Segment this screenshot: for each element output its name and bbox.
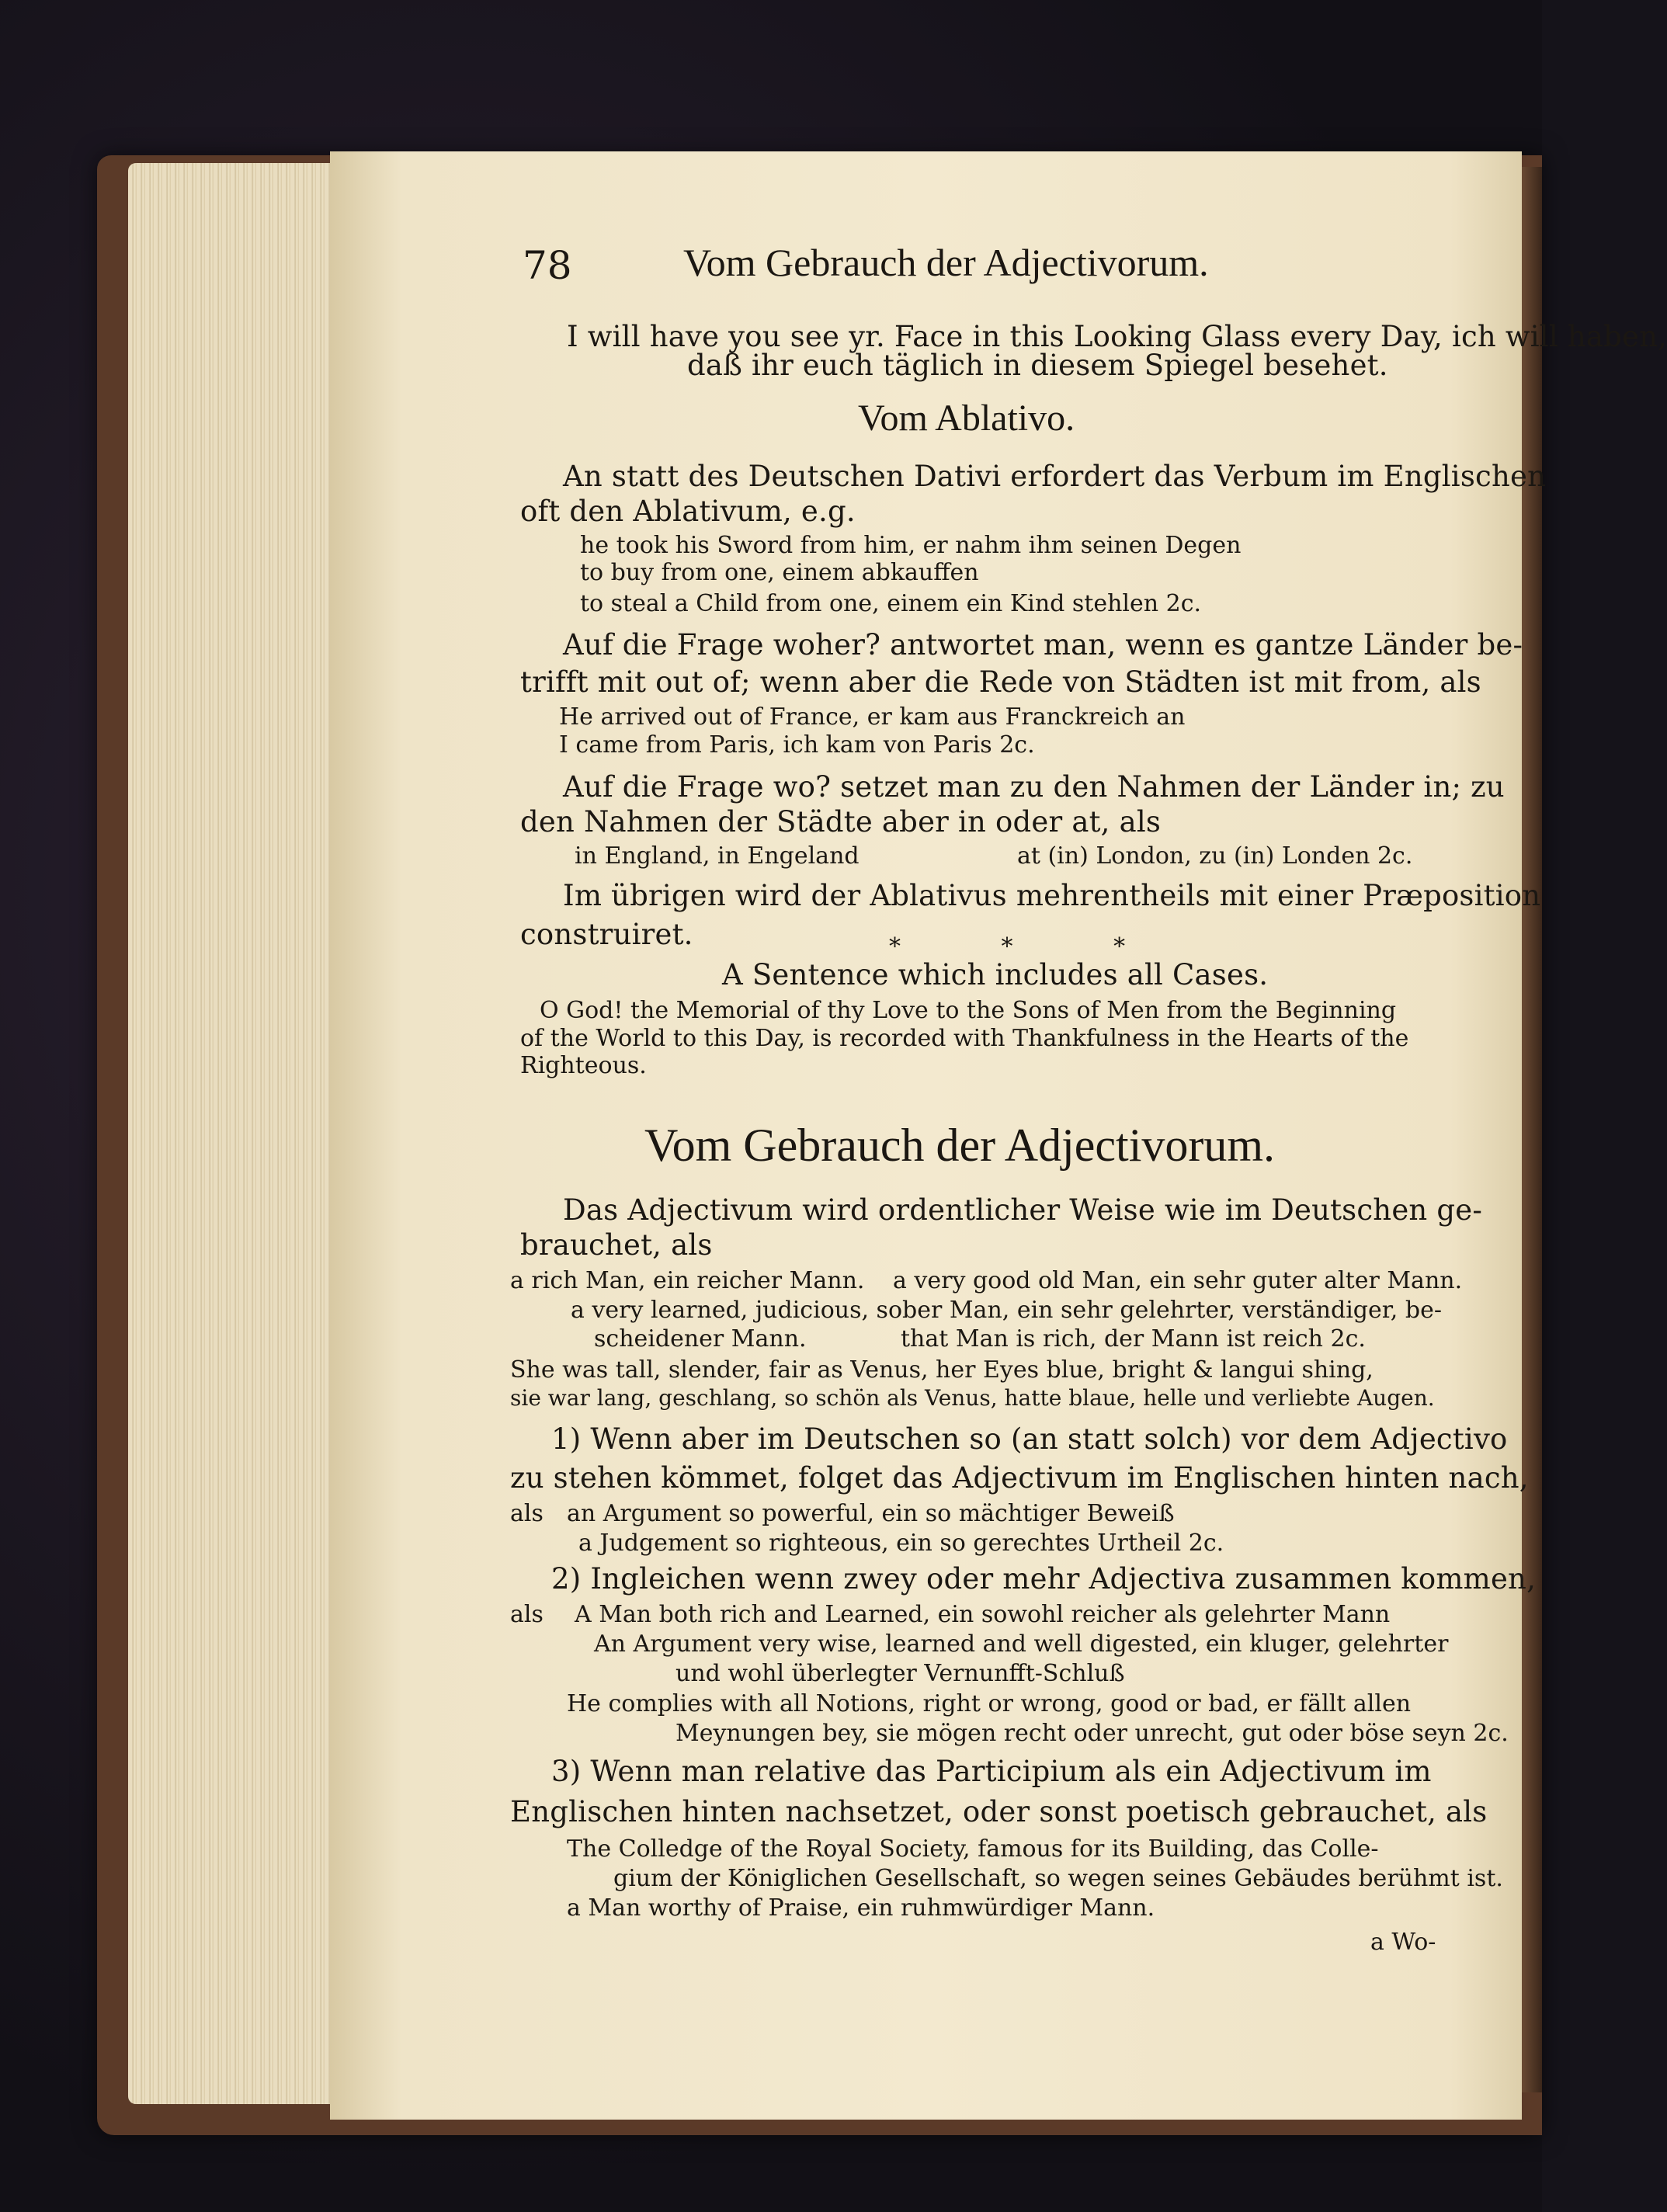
text-line: trifft mit out of; wenn aber die Rede von Städten ist mit from, als (520, 665, 1481, 699)
example-line: a Judgement so righteous, ein so gerechtes Urtheil 2c. (578, 1530, 1224, 1557)
example-line: als (510, 1500, 544, 1527)
text-line: I will have you see yr. Face in this Looking Glass every Day, ich will haben, (567, 320, 1667, 353)
example-line: sie war lang, geschlang, so schön als Venus, hatte blaue, helle und verliebte Augen. (510, 1385, 1435, 1411)
example-line: She was tall, slender, fair as Venus, her Eyes blue, bright & langui shing, (510, 1356, 1374, 1384)
page-number: 78 (523, 243, 572, 288)
catchword: a Wo- (1370, 1929, 1436, 1956)
text-line: 2) Ingleichen wenn zwey oder mehr Adjectiva zusammen kommen, (551, 1562, 1537, 1596)
example-line: Meynungen bey, sie mögen recht oder unrecht, gut oder böse seyn 2c. (675, 1720, 1509, 1747)
example-line: to buy from one, einem abkauffen (580, 559, 979, 586)
example-line: that Man is rich, der Mann ist reich 2c. (901, 1325, 1366, 1353)
text-line: An statt des Deutschen Dativi erfordert das Verbum im Englischen (563, 460, 1547, 493)
example-line: to steal a Child from one, einem ein Kind stehlen 2c. (580, 590, 1202, 617)
example-line: The Colledge of the Royal Society, famous for its Building, das Colle- (567, 1835, 1379, 1863)
example-line: a very good old Man, ein sehr guter alter Mann. (893, 1267, 1463, 1294)
example-line: als (510, 1601, 544, 1628)
text-line: daß ihr euch täglich in diesem Spiegel besehet. (687, 349, 1388, 382)
running-title: Vom Gebrauch der Adjectivorum. (683, 241, 1209, 284)
example-line: A Man both rich and Learned, ein sowohl reicher als gelehrter Mann (575, 1601, 1391, 1628)
example-line: a very learned, judicious, sober Man, ein sehr gelehrter, verständiger, be- (571, 1297, 1442, 1324)
section-heading: Vom Ablativo. (858, 398, 1075, 439)
text-line: den Nahmen der Städte aber in oder at, als (520, 805, 1162, 839)
text-line: construiret. (520, 918, 693, 951)
text-line: Englischen hinten nachsetzet, oder sonst poetisch gebrauchet, als (510, 1795, 1488, 1828)
example-line: gium der Königlichen Gesellschaft, so wegen seines Gebäudes berühmt ist. (613, 1865, 1503, 1892)
example-line: He arrived out of France, er kam aus Franckreich an (559, 703, 1186, 731)
example-line: at (in) London, zu (in) Londen 2c. (1017, 842, 1413, 870)
example-line: in England, in Engeland (575, 842, 860, 870)
page-edges (128, 163, 361, 2104)
text-line: oft den Ablativum, e.g. (520, 495, 856, 528)
example-line: a Man worthy of Praise, ein ruhmwürdiger Mann. (567, 1894, 1155, 1922)
section-heading: Vom Gebrauch der Adjectivorum. (644, 1120, 1276, 1171)
book-page (330, 151, 1667, 2120)
example-line: He complies with all Notions, right or wrong, good or bad, er fällt allen (567, 1690, 1412, 1717)
text-line: 3) Wenn man relative das Participium als ein Adjectivum im (551, 1755, 1432, 1788)
text-line: Im übrigen wird der Ablativus mehrentheils mit einer Præposition (563, 879, 1541, 912)
text-line: Das Adjectivum wird ordentlicher Weise wie im Deutschen ge- (563, 1193, 1483, 1227)
example-line: a rich Man, ein reicher Mann. (510, 1267, 865, 1294)
text-line: zu stehen kömmet, folget das Adjectivum im Englischen hinten nach, (510, 1461, 1529, 1495)
example-line: scheidener Mann. (594, 1325, 807, 1353)
text-line: of the World to this Day, is recorded with Thankfulness in the Hearts of the (520, 1025, 1409, 1052)
text-line: 1) Wenn aber im Deutschen so (an statt solch) vor dem Adjectivo (551, 1422, 1508, 1456)
example-line: an Argument so powerful, ein so mächtiger Beweiß (567, 1500, 1175, 1527)
asterism: * * * (889, 933, 1172, 960)
subheading: A Sentence which includes all Cases. (722, 958, 1269, 991)
text-line: Auf die Frage woher? antwortet man, wenn es gantze Länder be- (563, 628, 1523, 662)
text-line: Auf die Frage wo? setzet man zu den Nahmen der Länder in; zu (563, 770, 1505, 804)
book-gutter (1522, 167, 1542, 2092)
example-line: und wohl überlegter Vernunfft-Schluß (675, 1660, 1125, 1687)
example-line: I came from Paris, ich kam von Paris 2c. (559, 731, 1035, 759)
text-line: O God! the Memorial of thy Love to the Sons of Men from the Beginning (540, 997, 1397, 1024)
example-line: An Argument very wise, learned and well digested, ein kluger, gelehrter (594, 1630, 1449, 1658)
text-line: Righteous. (520, 1052, 647, 1079)
text-line: brauchet, als (520, 1228, 713, 1262)
example-line: he took his Sword from him, er nahm ihm seinen Degen (580, 532, 1242, 559)
